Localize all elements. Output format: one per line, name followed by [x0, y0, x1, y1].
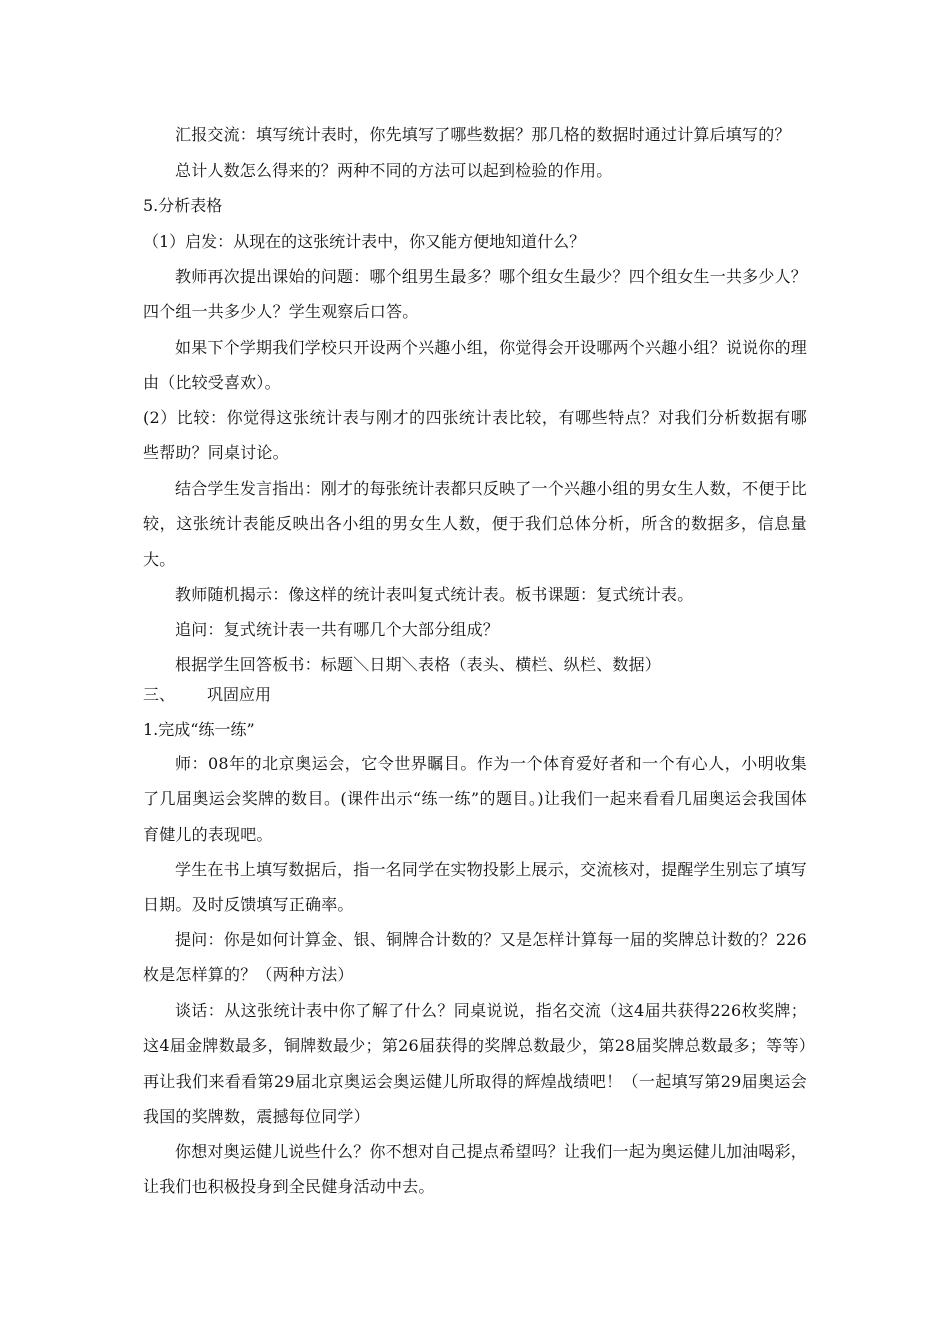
paragraph-follow-up: 追问：复式统计表一共有哪几个大部分组成？	[175, 620, 500, 639]
paragraph-total-count: 总计人数怎么得来的？两种不同的方法可以起到检验的作用。	[175, 161, 613, 180]
paragraph-compare: (2）比较：你觉得这张统计表与刚才的四张统计表比较，有哪些特点？对我们分析数据有哪些帮助？同桌讨论。	[143, 408, 807, 463]
paragraph-calc-question: 提问：你是如何计算金、银、铜牌合计数的？又是怎样计算每一届的奖牌总计数的？226枚是怎样算的？（两种方法）	[143, 930, 807, 985]
paragraph-report-exchange: 汇报交流：填写统计表时，你先填写了哪些数据？那几格的数据时通过计算后填写的？	[175, 125, 791, 144]
paragraph-olympics-intro: 师：08年的北京奥运会，它令世界瞩目。作为一个体育爱好者和一个有心人，小明收集了几届奥运会奖牌的数目。(课件出示“练一练”的题目。)让我们一起来看看几届奥运会我国体育健儿的表现吧。	[143, 754, 807, 844]
paragraph-board-writing: 根据学生回答板书：标题＼日期＼表格（表头、横栏、纵栏、数据）	[175, 655, 662, 674]
paragraph-inspire: （1）启发：从现在的这张统计表中，你又能方便地知道什么？	[143, 232, 586, 251]
section-title: 巩固应用	[207, 685, 272, 704]
heading-practice: 1.完成“练一练”	[143, 720, 255, 739]
paragraph-discussion: 谈话：从这张统计表中你了解了什么？同桌说说，指名交流（这4届共获得226枚奖牌；这4届金牌数最多，铜牌数最少；第26届获得的奖牌总数最少，第28届奖牌总数最多；等等）再让我们来看看第29届北京奥运会奥运健儿所取得的辉煌战绩吧！（一起填写第29届奥运会我国的奖牌数，震撼每位同学）	[143, 1001, 807, 1127]
section-number: 三、	[143, 685, 176, 704]
paragraph-teacher-question: 教师再次提出课始的问题：哪个组男生最多？哪个组女生最少？四个组女生一共多少人？四个组一共多少人？学生观察后口答。	[143, 267, 807, 322]
paragraph-fill-data: 学生在书上填写数据后，指一名同学在实物投影上展示，交流核对，提醒学生别忘了填写日期。及时反馈填写正确率。	[143, 860, 807, 915]
paragraph-interest-groups: 如果下个学期我们学校只开设两个兴趣小组，你觉得会开设哪两个兴趣小组？说说你的理由（比较受喜欢）。	[143, 338, 807, 393]
paragraph-closing: 你想对奥运健儿说些什么？你不想对自己提点希望吗？让我们一起为奥运健儿加油喝彩，让我们也积极投身到全民健身活动中去。	[143, 1142, 807, 1197]
heading-analyze-table: 5.分析表格	[143, 196, 223, 215]
paragraph-reveal-title: 教师随机揭示：像这样的统计表叫复式统计表。板书课题：复式统计表。	[175, 585, 694, 604]
paragraph-conclusion: 结合学生发言指出：刚才的每张统计表都只反映了一个兴趣小组的男女生人数，不便于比较，这张统计表能反映出各小组的男女生人数，便于我们总体分析，所含的数据多，信息量大。	[143, 479, 807, 569]
